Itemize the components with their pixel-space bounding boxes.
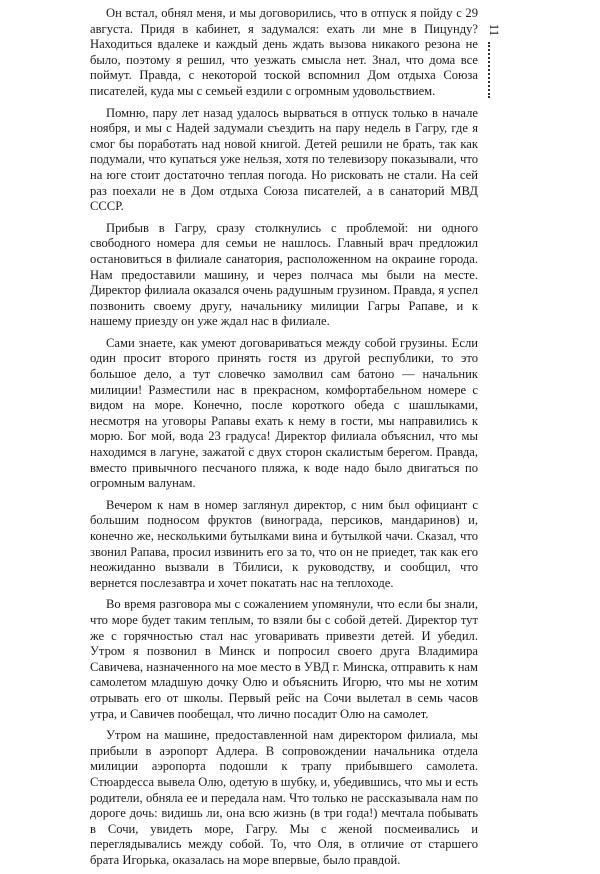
- paragraph-3: Прибыв в Гагру, сразу столкнулись с проблемой: ни одного свободного номера для семьи не нашлось. Главный врач предложил остановиться в филиале санатория, расположенном на окраине города. Нам предоставили машину, и через полчаса мы были на месте. Директор филиала оказался очень радушным грузином. Правда, я успел позвонить своему другу, начальнику милиции Гагры Рапаве, и к нашему приезду он уже ждал нас в филиале.: [90, 220, 478, 329]
- paragraph-1: Он встал, обнял меня, и мы договорились, что в отпуск я пойду с 29 августа. Придя в кабинет, я задумался: ехать ли мне в Пицунду? Находиться вдалеке и каждый день ждать вызова никакого резона не было, поэтому я решил, что уезжать смысла нет. Знал, что дома все поймут. Правда, с некоторой тоской вспомнил Дом отдыха Союза писателей, куда мы с семьей ездили с огромным удовольствием.: [90, 6, 478, 98]
- paragraph-2: Помню, пару лет назад удалось вырваться в отпуск только в начале ноября, и мы с Надей задумали съездить на пару недель в Гагру, где я смог бы поработать над новой книгой. Детей решили не брать, так как подумали, что купаться уже нельзя, хотя по телевизору показывали, что на юге стоит достаточно теплая погода. Но рисковать не стали. На сей раз поехали не в Дом отдыха Союза писателей, а в санаторий МВД СССР.: [90, 105, 478, 214]
- dotted-rule-divider: [488, 42, 490, 98]
- paragraph-4: Сами знаете, как умеют договариваться между собой грузины. Если один просит второго принять гостя из другой республики, то это большое дело, а тут словечко замолвил сам батоно — начальник милиции! Разместили нас в прекрасном, комфортабельном номере с видом на море. Конечно, после короткого обеда с шашлыками, несмотря на уговоры Рапавы ехать к нему в гости, мы направились к морю. Бог мой, вода 23 градуса! Директор филиала объяснил, что мы находимся в лагуне, зажатой с двух сторон скалистым берегом. Правда, вместо привычного песчаного пляжа, к воде надо было двигаться по огромным валунам.: [90, 335, 478, 491]
- paragraph-6: Во время разговора мы с сожалением упомянули, что если бы знали, что море будет таким теплым, то взяли бы с собой детей. Директор тут же с горячностью стал нас уговаривать привезти детей. И убедил. Утром я позвонил в Минск и попросил своего друга Владимира Савичева, назначенного на мое место в УВД г. Минска, отправить к нам самолетом младшую дочку Олю и объяснить Игорю, что мы не хотим отрывать его от школы. Первый рейс на Сочи вылетал в семь часов утра, и Савичев пообещал, что лично посадит Олю на самолет.: [90, 597, 478, 721]
- paragraph-5: Вечером к нам в номер заглянул директор, с ним был официант с большим подносом фруктов (винограда, персиков, мандаринов) и, конечно же, несколькими бутылками вина и бутылкой чачи. Сказал, что звонил Рапава, просил извинить его за то, что он не приедет, так как его неожиданно вызвали в Тбилиси, к руководству, и сообщил, что вернется послезавтра и хочет покатать нас на теплоходе.: [90, 497, 478, 590]
- body-text: [90, 6, 478, 874]
- page-number: 11: [487, 23, 502, 37]
- paragraph-7: Утром на машине, предоставленной нам директором филиала, мы прибыли в аэропорт Адлера. В сопровождении начальника отдела милиции аэропорта подошли к трапу прибывшего самолета. Стюардесса вывела Олю, одетую в шубку, и, убедившись, что мы и есть родители, обняла ее и передала нам. Что только не рассказывала нам по дороге дочь: видишь ли, она всю жизнь (в три года!) мечтала побывать в Сочи, увидеть море, Гагру. Мы с женой посмеивались и переглядывались между собой. То, что Оля, в отличие от старшего брата Игорька, оказалась на море впервые, было правдой.: [90, 728, 478, 867]
